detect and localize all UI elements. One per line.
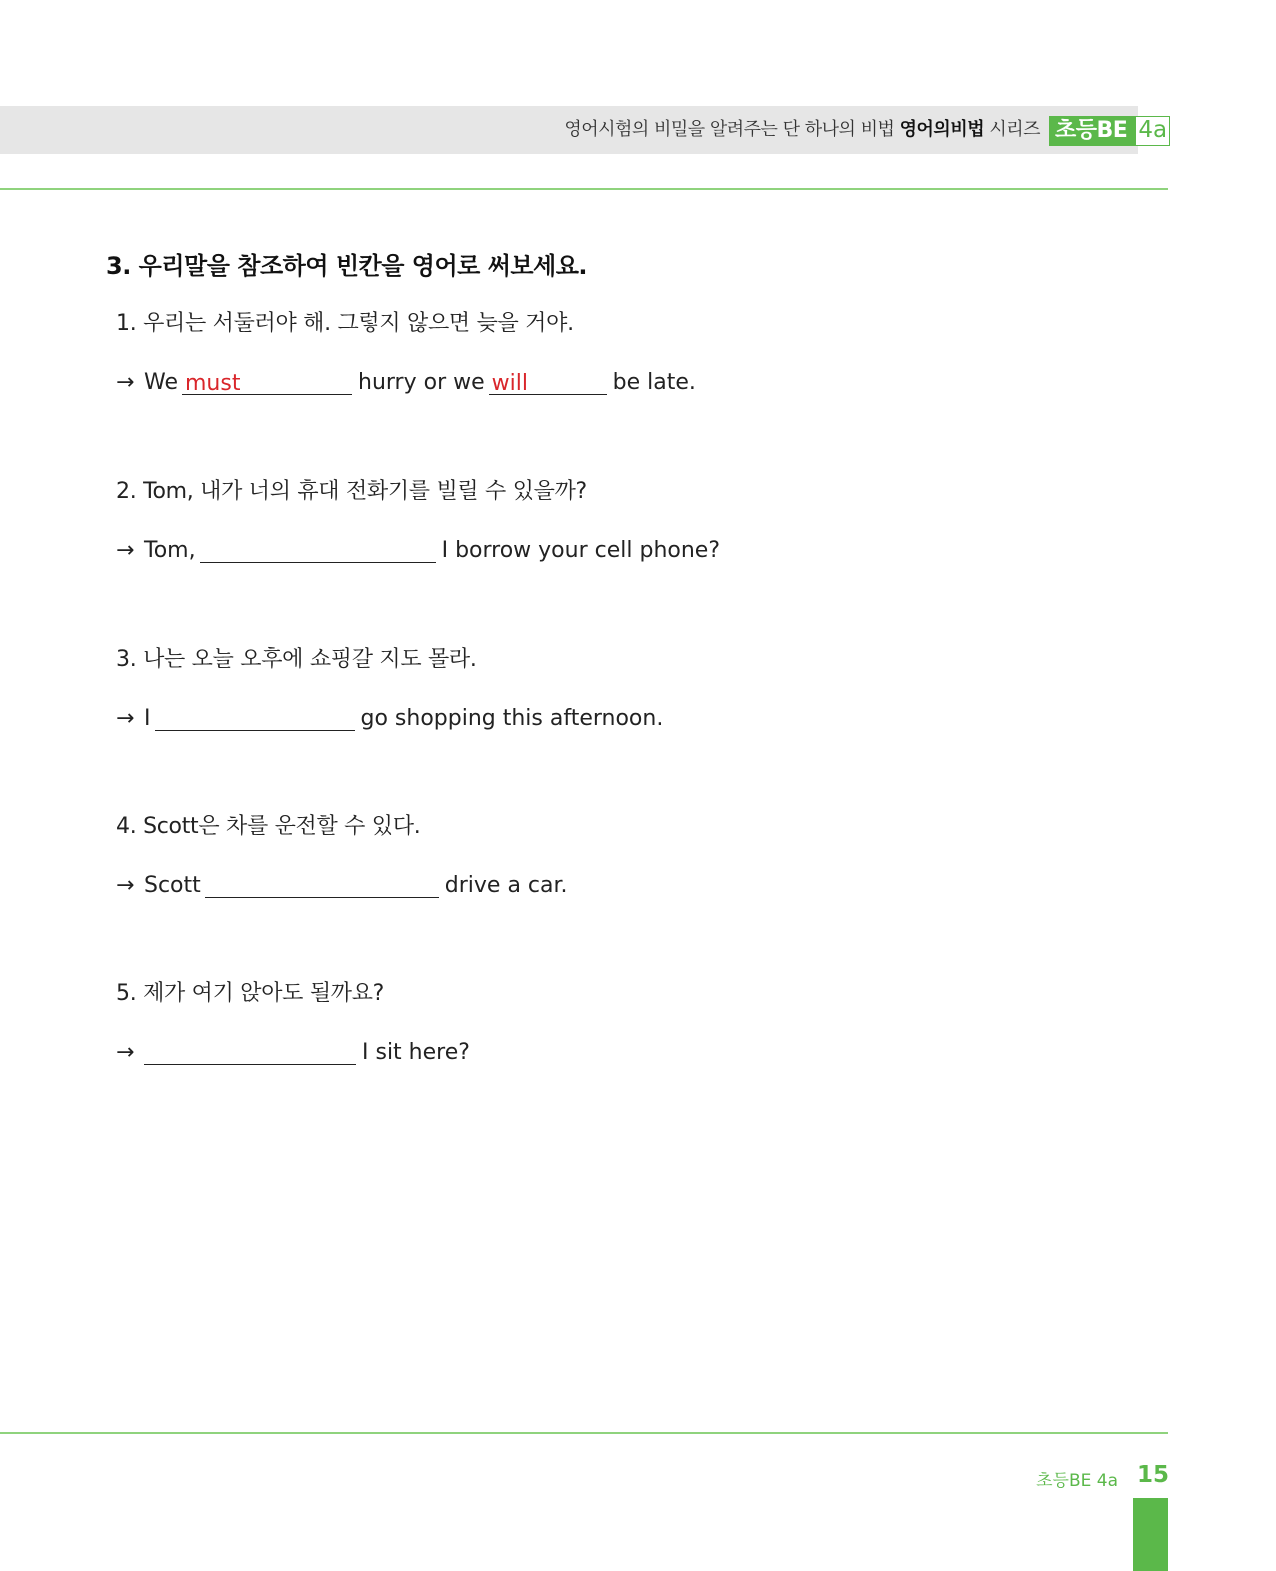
- top-divider: [0, 188, 1168, 190]
- series-badge: [1049, 116, 1170, 146]
- arrow-icon: →: [116, 873, 135, 898]
- question-5-english: [116, 1038, 470, 1065]
- question-3-korean: 3. 나는 오늘 오후에 쇼핑갈 지도 몰라.: [116, 647, 477, 672]
- question-2-part1: Tom,: [144, 538, 196, 563]
- question-3-english: [116, 704, 663, 731]
- question-3-part1: I: [144, 706, 151, 731]
- question-5-part2: I sit here?: [362, 1040, 470, 1065]
- question-5-korean: 5. 제가 여기 앉아도 될까요?: [116, 981, 385, 1006]
- question-2-blank[interactable]: [200, 536, 436, 563]
- question-4-english: [116, 871, 568, 898]
- question-2-korean: 2. Tom, 내가 너의 휴대 전화기를 빌릴 수 있을까?: [116, 479, 587, 504]
- tagline-suffix: 시리즈: [984, 119, 1040, 140]
- tagline-bold: 영어의비법: [899, 119, 985, 140]
- question-5-blank[interactable]: [144, 1038, 356, 1065]
- question-1-blank-2[interactable]: [489, 368, 607, 395]
- question-4-part1: Scott: [144, 873, 201, 898]
- arrow-icon: →: [116, 370, 135, 395]
- footer-label: 초등BE 4a: [1036, 1471, 1118, 1491]
- question-3-blank[interactable]: [155, 704, 355, 731]
- header-tagline: [564, 119, 1040, 141]
- arrow-icon: →: [116, 538, 135, 563]
- question-1-answer-2: will: [491, 371, 528, 396]
- page-number: 15: [1137, 1462, 1170, 1488]
- question-4-part2: drive a car.: [444, 873, 568, 898]
- footer-tab: [1133, 1498, 1168, 1571]
- question-4-blank[interactable]: [205, 871, 439, 898]
- question-1-english: [116, 368, 696, 395]
- bottom-divider: [0, 1432, 1168, 1434]
- question-1-part2: hurry or we: [358, 370, 485, 395]
- question-1-blank-1[interactable]: [182, 368, 352, 395]
- question-1-korean: 1. 우리는 서둘러야 해. 그렇지 않으면 늦을 거야.: [116, 311, 574, 336]
- badge-sub: 4a: [1135, 116, 1170, 146]
- badge-main: 초등BE: [1049, 116, 1135, 146]
- question-2-english: [116, 536, 720, 563]
- question-1-answer-1: must: [185, 371, 241, 396]
- arrow-icon: →: [116, 1040, 135, 1065]
- question-2-part2: I borrow your cell phone?: [441, 538, 720, 563]
- question-1-part3: be late.: [612, 370, 696, 395]
- question-3-part2: go shopping this afternoon.: [360, 706, 664, 731]
- tagline-prefix: 영어시험의 비밀을 알려주는 단 하나의 비법: [564, 119, 900, 140]
- section-title: 3. 우리말을 참조하여 빈칸을 영어로 써보세요.: [106, 252, 588, 280]
- question-1-part1: We: [144, 370, 178, 395]
- question-4-korean: 4. Scott은 차를 운전할 수 있다.: [116, 814, 421, 839]
- arrow-icon: →: [116, 706, 135, 731]
